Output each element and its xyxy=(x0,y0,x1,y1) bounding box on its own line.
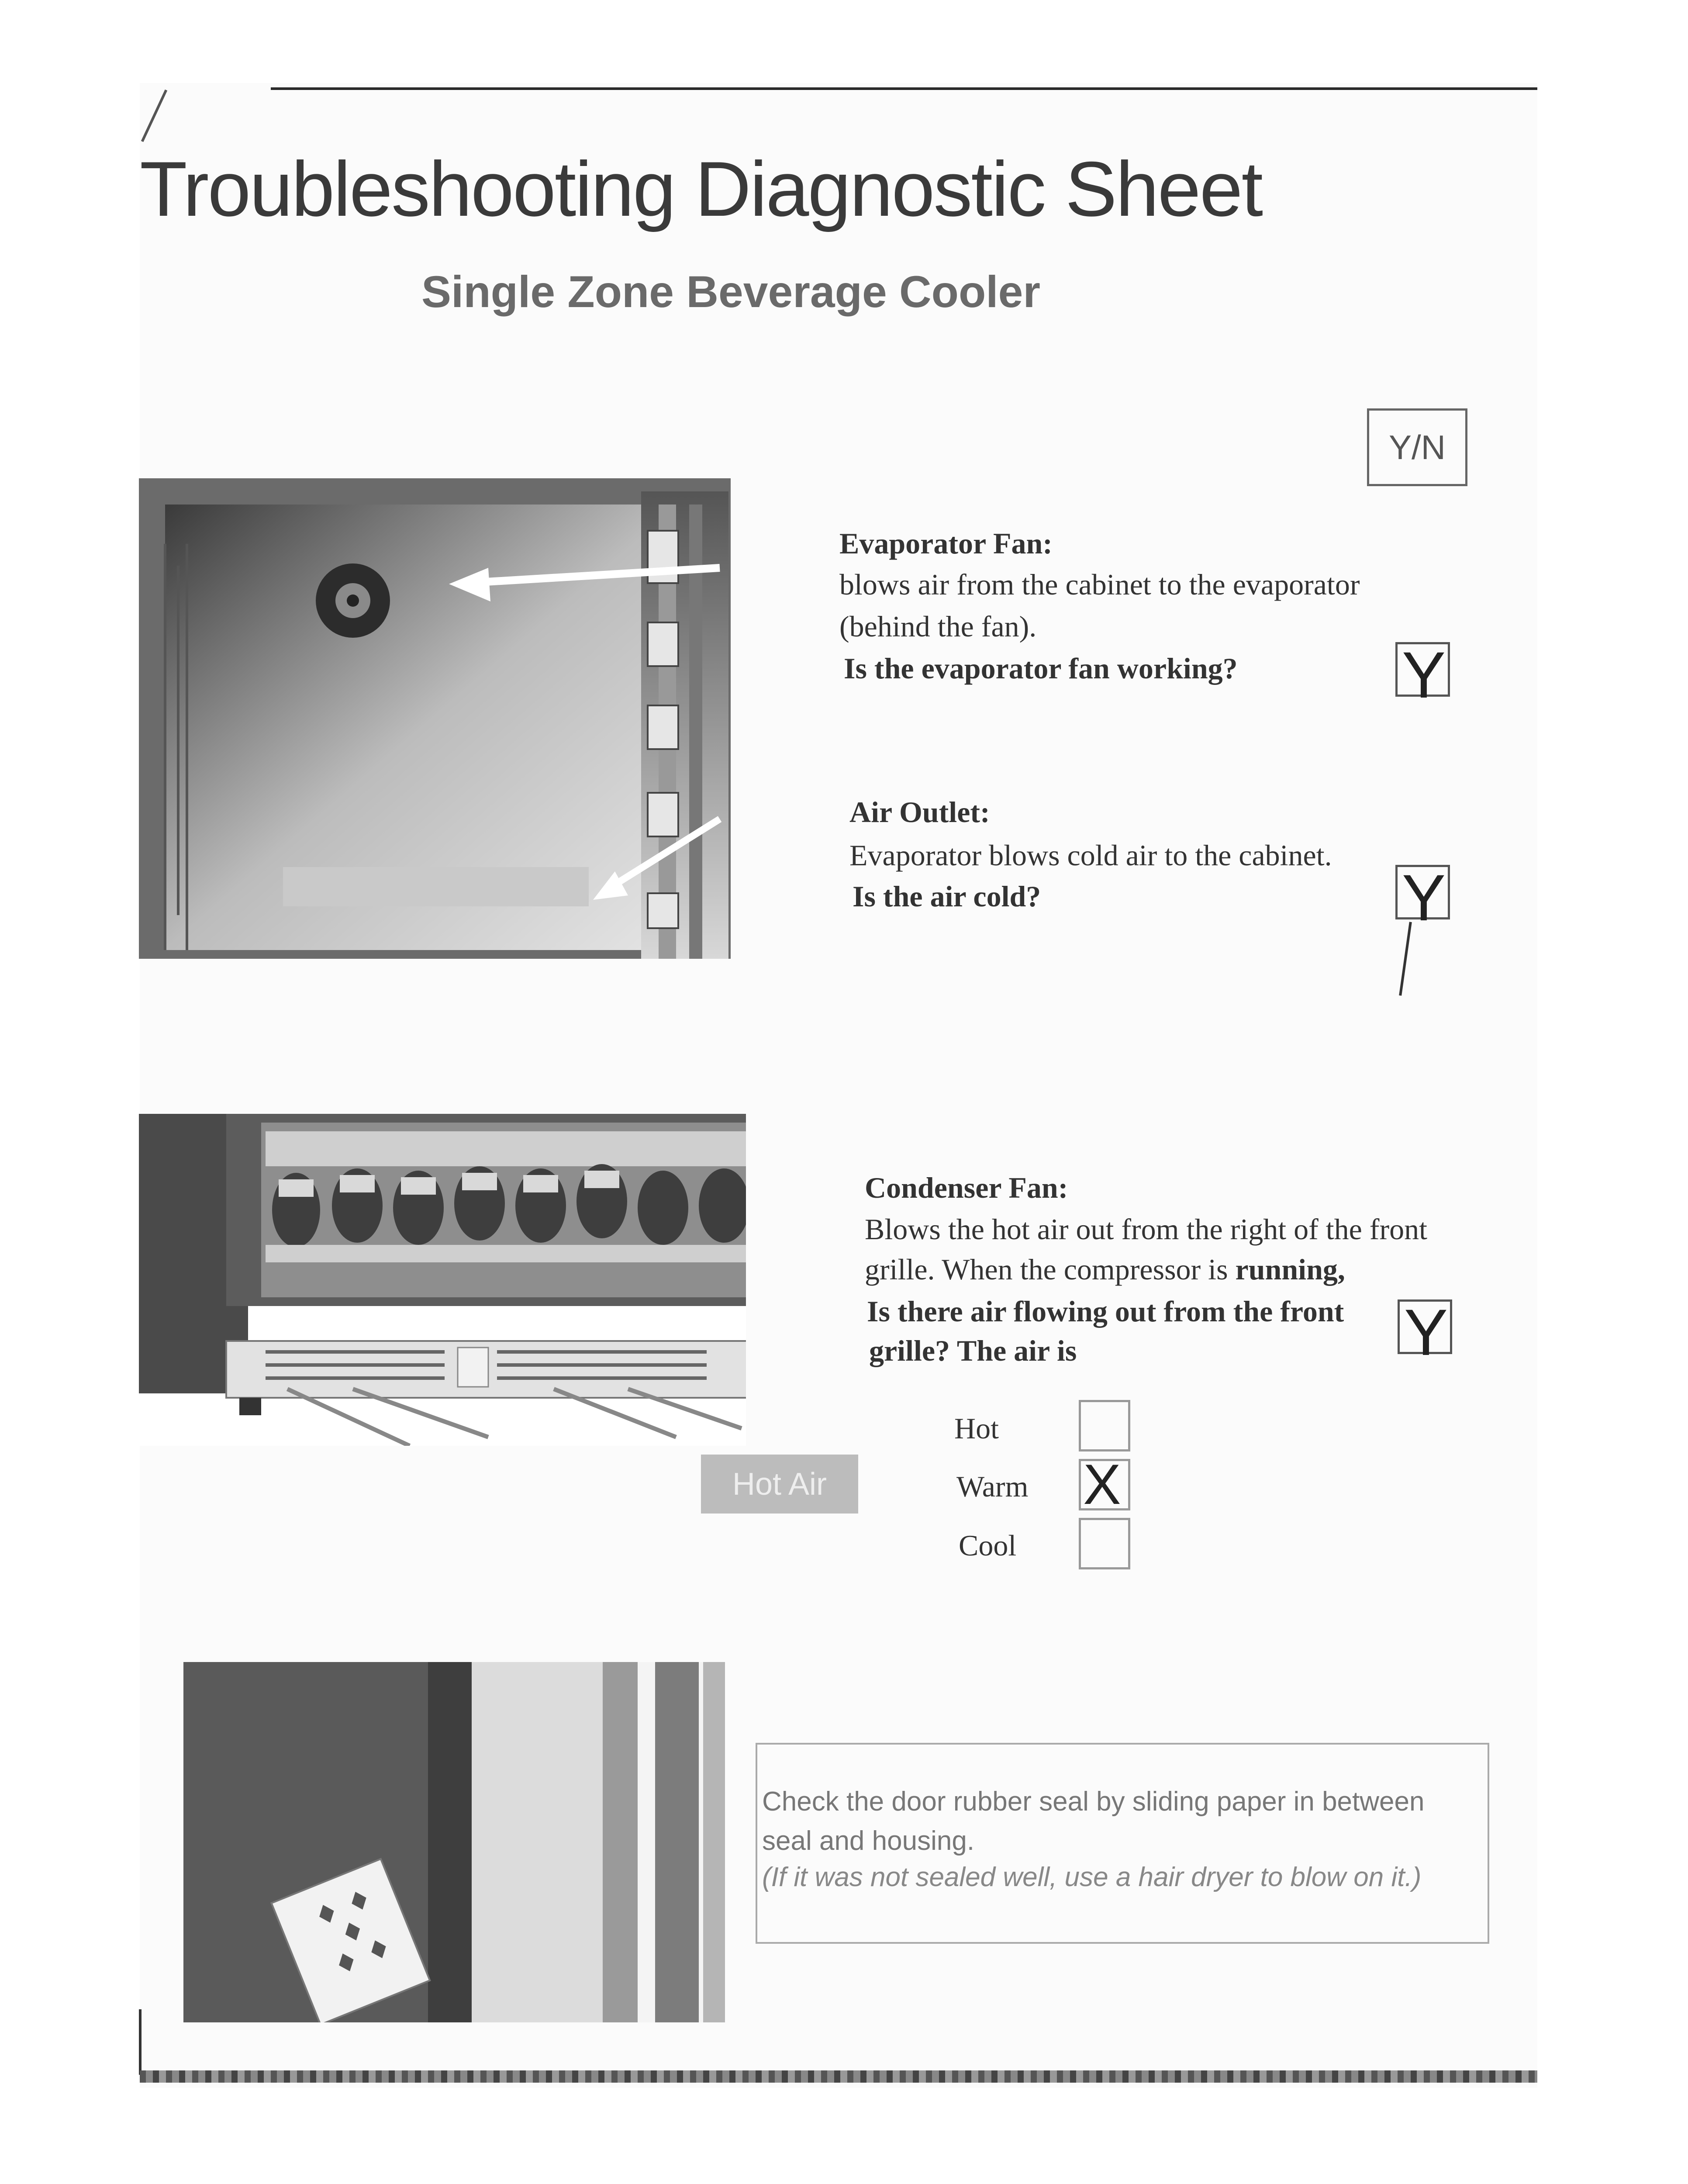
top-rule xyxy=(271,87,1537,90)
evaporator-fan-line2: (behind the fan). xyxy=(839,610,1037,643)
condenser-fan-answer-box[interactable] xyxy=(1398,1296,1452,1369)
condenser-photo xyxy=(139,1114,746,1446)
condenser-fan-question-line2: grille? The air is xyxy=(869,1334,1077,1367)
condenser-fan-running: running, xyxy=(1235,1253,1345,1286)
air-outlet-answer-box[interactable] xyxy=(1395,861,1450,934)
option-cool-label: Cool xyxy=(959,1529,1017,1562)
condenser-fan-answer-mark: Y xyxy=(1404,1296,1448,1369)
left-edge-line xyxy=(139,2009,142,2075)
bottom-edge xyxy=(140,2070,1537,2083)
condenser-fan-heading: Condenser Fan: xyxy=(865,1171,1068,1204)
yn-header-label: Y/N xyxy=(1388,428,1446,467)
condenser-fan-line1: Blows the hot air out from the right of the front xyxy=(865,1213,1427,1246)
option-warm-label: Warm xyxy=(956,1470,1029,1503)
condenser-fan-line2 xyxy=(865,1248,1345,1290)
evaporator-fan-question: Is the evaporator fan working? xyxy=(844,652,1238,685)
evaporator-fan-answer-mark: Y xyxy=(1402,638,1446,712)
page-title: Troubleshooting Diagnostic Sheet xyxy=(140,145,1262,232)
door-seal-note: (If it was not sealed well, use a hair dryer to blow on it.) xyxy=(762,1862,1422,1892)
hot-air-label: Hot Air xyxy=(701,1455,858,1514)
option-warm-checkbox[interactable] xyxy=(1079,1452,1130,1516)
evaporator-fan-line1: blows air from the cabinet to the evaporator xyxy=(839,568,1360,601)
air-outlet-line1: Evaporator blows cold air to the cabinet. xyxy=(849,839,1332,872)
condenser-fan-question-line1: Is there air flowing out from the front xyxy=(867,1295,1344,1328)
option-hot-checkbox[interactable] xyxy=(1079,1400,1130,1451)
evaporator-photo xyxy=(139,478,731,959)
evaporator-fan-heading: Evaporator Fan: xyxy=(839,527,1053,560)
air-outlet-answer-mark: Y xyxy=(1402,861,1446,934)
evaporator-fan-answer-box[interactable] xyxy=(1395,638,1450,712)
option-cool-checkbox[interactable] xyxy=(1079,1518,1130,1569)
yn-header-box xyxy=(1367,408,1467,486)
condenser-fan-line2-text: grille. When the compressor is xyxy=(865,1253,1236,1286)
air-outlet-heading: Air Outlet: xyxy=(849,795,990,829)
option-hot-label: Hot xyxy=(954,1412,999,1445)
door-seal-photo xyxy=(183,1662,725,2022)
door-seal-line1: Check the door rubber seal by sliding paper in between xyxy=(762,1787,1425,1817)
air-outlet-question: Is the air cold? xyxy=(853,880,1041,913)
page-subtitle: Single Zone Beverage Cooler xyxy=(421,267,1041,317)
option-warm-mark: X xyxy=(1083,1452,1121,1516)
door-seal-line2: seal and housing. xyxy=(762,1826,975,1856)
